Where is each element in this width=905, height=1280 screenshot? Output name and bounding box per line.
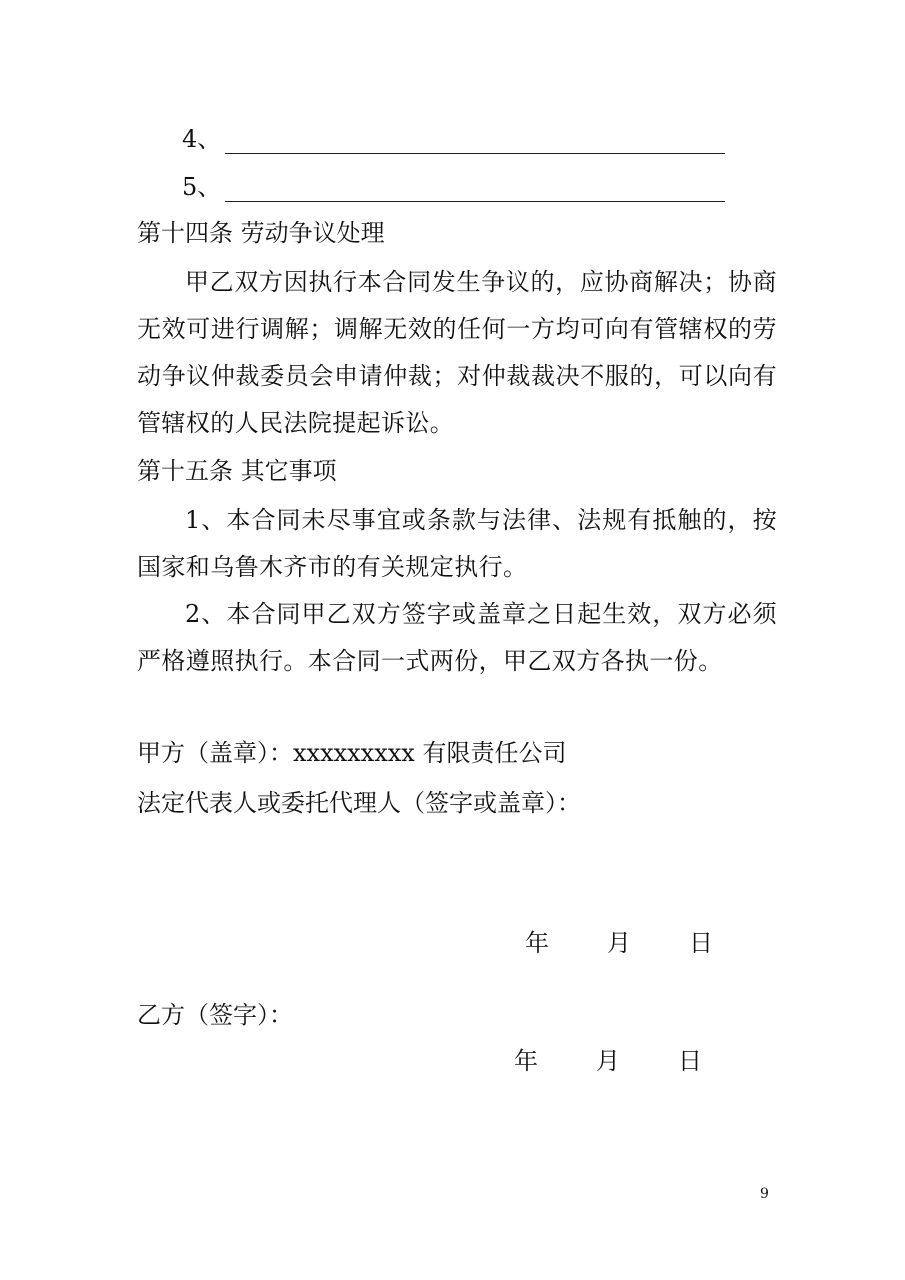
party-b-date — [514, 1046, 702, 1076]
date-day-label: 日 — [678, 1047, 702, 1075]
page-number: 9 — [760, 1186, 769, 1202]
blank-underline[interactable] — [225, 131, 725, 154]
representative-signature-line: 法定代表人或委托代理人（签字或盖章）： — [137, 789, 581, 817]
article-14-title: 第十四条 劳动争议处理 — [137, 219, 385, 247]
party-b-signature-line: 乙方（签字）： — [137, 1001, 293, 1029]
article-14-body: 甲乙双方因执行本合同发生争议的，应协商解决；协商无效可进行调解；调解无效的任何一方均可向有管辖权的劳动争议仲裁委员会申请仲裁；对仲裁裁决不服的，可以向有管辖权的人民法院提起诉讼。 — [137, 268, 777, 437]
date-month-label: 月 — [596, 1047, 620, 1075]
party-a-date — [525, 928, 713, 958]
article-15-item-1: 1、本合同未尽事宜或条款与法律、法规有抵触的，按国家和乌鲁木齐市的有关规定执行。 — [137, 506, 777, 581]
party-a-seal-line: 甲方（盖章）：xxxxxxxxx 有限责任公司 — [137, 739, 567, 767]
blank-item-number: 5、 — [182, 173, 222, 201]
date-month-label: 月 — [607, 929, 631, 957]
article-15-item-2: 2、本合同甲乙双方签字或盖章之日起生效，双方必须严格遵照执行。本合同一式两份，甲乙双方各执一份。 — [137, 600, 777, 675]
blank-item-5 — [182, 172, 725, 202]
blank-item-number: 4、 — [182, 125, 222, 153]
date-year-label: 年 — [514, 1047, 538, 1075]
article-15-title: 第十五条 其它事项 — [137, 457, 337, 485]
blank-item-4 — [182, 124, 725, 154]
date-day-label: 日 — [689, 929, 713, 957]
blank-underline[interactable] — [225, 179, 725, 202]
date-year-label: 年 — [525, 929, 549, 957]
